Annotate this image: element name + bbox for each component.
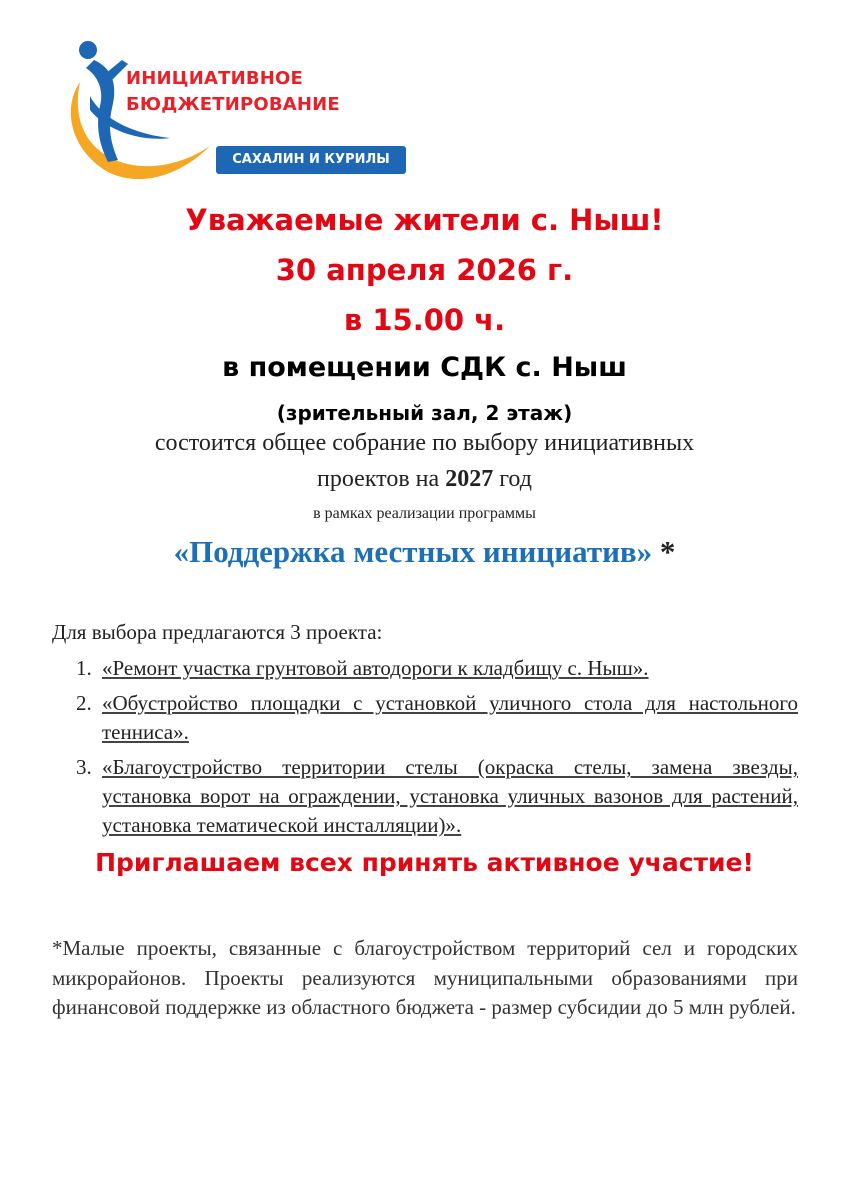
meeting-date: 30 апреля 2026 г.: [275, 253, 574, 287]
project-3-tail: .: [455, 813, 462, 837]
list-item: [52, 753, 798, 840]
logo-title-line1: ИНИЦИАТИВНОЕ: [126, 68, 304, 89]
greeting-heading: Уважаемые жители с. Ныш!: [185, 203, 664, 237]
list-item: [52, 689, 798, 747]
logo-title-line2: БЮДЖЕТИРОВАНИЕ: [126, 94, 340, 115]
logo: [60, 38, 420, 188]
project-year: 2027: [445, 466, 494, 492]
invitation-heading: Приглашаем всех принять активное участие!: [95, 848, 754, 877]
program-title: [0, 534, 849, 570]
list-item-text: [102, 654, 798, 683]
program-footnote-marker: *: [652, 534, 676, 569]
meeting-place: в помещении СДК с. Ныш: [222, 352, 627, 383]
project-2-title: «Обустройство площадки с установкой уличного стола для настольного тенниса».: [102, 691, 798, 744]
projects-intro: Для выбора предлагаются 3 проекта:: [52, 620, 383, 644]
list-item-number: 3.: [76, 755, 92, 779]
list-item-text: [102, 753, 798, 840]
line2-suffix: год: [493, 466, 532, 492]
meeting-description-line3: в рамках реализации программы: [313, 505, 536, 522]
list-item-text: [102, 689, 798, 747]
meeting-hall: (зрительный зал, 2 этаж): [276, 401, 573, 425]
list-item: [52, 654, 798, 683]
projects-list: [52, 654, 798, 846]
list-item-number: 2.: [76, 691, 92, 715]
program-name: «Поддержка местных инициатив»: [173, 534, 653, 569]
line2-prefix: проектов на: [317, 466, 446, 492]
project-1-title: «Ремонт участка грунтовой автодороги к кладбищу с. Ныш».: [102, 656, 649, 680]
meeting-time: в 15.00 ч.: [343, 303, 506, 337]
project-3-title: «Благоустройство территории стелы (окраска стелы, замена звезды, установка ворот на ограждении, установка уличных вазонов для растений, установка тематической инсталляции)»: [102, 755, 798, 837]
meeting-description-line1: состоится общее собрание по выбору инициативных: [154, 430, 695, 456]
meeting-description-line2: [0, 466, 849, 493]
list-item-number: 1.: [76, 656, 92, 680]
logo-region-badge: САХАЛИН И КУРИЛЫ: [216, 146, 406, 174]
footnote: *Малые проекты, связанные с благоустройством территорий сел и городских микрорайонов. Проекты реализуются муниципальными образованиями при финансовой поддержке из областного бюджета - размер субсидии до 5 млн рублей.: [52, 936, 798, 1019]
